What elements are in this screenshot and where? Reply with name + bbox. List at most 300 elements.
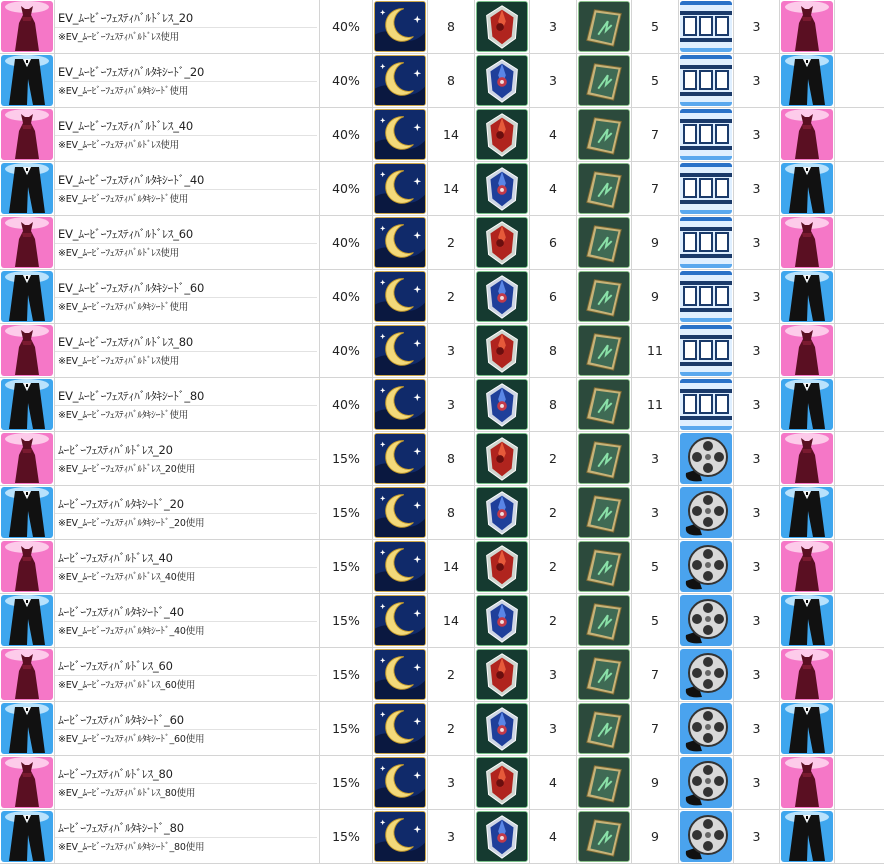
film-reel-icon [680,541,732,592]
moon-cell [373,54,428,107]
blue-crystal-icon [476,271,528,322]
item-note: ※EV_ﾑｰﾋﾞｰﾌｪｽﾃｨﾊﾞﾙﾀｷｼｰﾄﾞ_60使用 [58,734,205,745]
gem-cell [475,324,530,377]
gem-quantity: 2 [549,559,557,574]
gem-cell [475,648,530,701]
book-quantity: 3 [651,505,659,520]
extra-cell [835,594,884,647]
dress-icon [781,649,833,700]
film-cell [679,54,734,107]
success-rate: 40% [332,73,360,88]
moon-qty-cell [428,270,475,323]
crescent-moon-icon [374,217,426,268]
result-cell [780,432,835,485]
table-row [0,270,884,324]
book-quantity: 5 [651,19,659,34]
film-strip-icon [680,379,732,430]
blue-crystal-icon [476,811,528,862]
table-row [0,108,884,162]
success-rate: 15% [332,505,360,520]
moon-cell [373,540,428,593]
gem-quantity: 4 [549,127,557,142]
result-cell [780,756,835,809]
item-note: ※EV_ﾑｰﾋﾞｰﾌｪｽﾃｨﾊﾞﾙﾄﾞﾚｽ使用 [58,140,179,151]
tuxedo-icon [1,379,53,430]
gem-qty-cell [530,216,577,269]
gem-quantity: 4 [549,181,557,196]
moon-quantity: 8 [447,451,455,466]
moon-qty-cell [428,594,475,647]
green-tome-icon [578,325,630,376]
crescent-moon-icon [374,325,426,376]
film-qty-cell [734,270,780,323]
outfit-cell [0,486,55,539]
film-reel-icon [680,487,732,538]
crescent-moon-icon [374,109,426,160]
crescent-moon-icon [374,487,426,538]
gem-cell [475,0,530,53]
book-qty-cell [632,54,679,107]
rate-cell [320,0,373,53]
result-cell [780,378,835,431]
item-name: ﾑｰﾋﾞｰﾌｪｽﾃｨﾊﾞﾙﾀｷｼｰﾄﾞ_80 [58,821,184,835]
gem-qty-cell [530,324,577,377]
film-strip-icon [680,109,732,160]
red-crystal-icon [476,325,528,376]
green-tome-icon [578,217,630,268]
gem-cell [475,216,530,269]
film-quantity: 3 [752,289,761,304]
film-qty-cell [734,324,780,377]
film-qty-cell [734,432,780,485]
gem-qty-cell [530,162,577,215]
gem-qty-cell [530,0,577,53]
film-cell [679,324,734,377]
name-cell [55,702,320,755]
moon-quantity: 14 [443,559,459,574]
book-qty-cell [632,162,679,215]
moon-qty-cell [428,324,475,377]
extra-cell [835,108,884,161]
table-row [0,648,884,702]
moon-quantity: 8 [447,19,455,34]
green-tome-icon [578,541,630,592]
film-cell [679,702,734,755]
blue-crystal-icon [476,163,528,214]
film-qty-cell [734,378,780,431]
green-tome-icon [578,703,630,754]
rate-cell [320,378,373,431]
film-quantity: 3 [752,505,761,520]
green-tome-icon [578,649,630,700]
moon-qty-cell [428,216,475,269]
film-cell [679,594,734,647]
book-qty-cell [632,756,679,809]
book-cell [577,108,632,161]
tuxedo-icon [1,811,53,862]
book-quantity: 5 [651,73,659,88]
dress-icon [1,433,53,484]
gem-quantity: 6 [549,235,557,250]
success-rate: 15% [332,829,360,844]
outfit-cell [0,270,55,323]
item-note: ※EV_ﾑｰﾋﾞｰﾌｪｽﾃｨﾊﾞﾙﾀｷｼｰﾄﾞ_80使用 [58,842,205,853]
red-crystal-icon [476,217,528,268]
rate-cell [320,108,373,161]
outfit-cell [0,648,55,701]
result-cell [780,54,835,107]
book-cell [577,162,632,215]
dress-icon [781,541,833,592]
moon-quantity: 14 [443,613,459,628]
rate-cell [320,270,373,323]
film-cell [679,378,734,431]
rate-cell [320,486,373,539]
book-qty-cell [632,702,679,755]
name-cell [55,162,320,215]
moon-qty-cell [428,0,475,53]
moon-qty-cell [428,810,475,863]
gem-quantity: 4 [549,775,557,790]
gem-quantity: 3 [549,721,557,736]
success-rate: 15% [332,559,360,574]
item-name: ﾑｰﾋﾞｰﾌｪｽﾃｨﾊﾞﾙﾄﾞﾚｽ_40 [58,551,173,565]
moon-cell [373,702,428,755]
red-crystal-icon [476,433,528,484]
dress-icon [781,1,833,52]
item-name: EV_ﾑｰﾋﾞｰﾌｪｽﾃｨﾊﾞﾙﾄﾞﾚｽ_20 [58,11,194,25]
film-reel-icon [680,757,732,808]
green-tome-icon [578,1,630,52]
gem-cell [475,108,530,161]
extra-cell [835,702,884,755]
film-strip-icon [680,325,732,376]
dress-icon [781,325,833,376]
extra-cell [835,324,884,377]
tuxedo-icon [1,595,53,646]
table-row [0,324,884,378]
moon-cell [373,216,428,269]
crescent-moon-icon [374,757,426,808]
item-name: EV_ﾑｰﾋﾞｰﾌｪｽﾃｨﾊﾞﾙﾀｷｼｰﾄﾞ_80 [58,389,205,403]
tuxedo-icon [1,271,53,322]
film-quantity: 3 [752,775,761,790]
film-quantity: 3 [752,667,761,682]
extra-cell [835,540,884,593]
item-note: ※EV_ﾑｰﾋﾞｰﾌｪｽﾃｨﾊﾞﾙﾀｷｼｰﾄﾞ_40使用 [58,626,205,637]
gem-qty-cell [530,378,577,431]
rate-cell [320,648,373,701]
item-note: ※EV_ﾑｰﾋﾞｰﾌｪｽﾃｨﾊﾞﾙﾄﾞﾚｽ_60使用 [58,680,196,691]
item-note: ※EV_ﾑｰﾋﾞｰﾌｪｽﾃｨﾊﾞﾙﾀｷｼｰﾄﾞ使用 [58,302,189,313]
moon-cell [373,594,428,647]
table-row [0,702,884,756]
moon-qty-cell [428,756,475,809]
moon-quantity: 14 [443,127,459,142]
film-quantity: 3 [752,559,761,574]
gem-cell [475,594,530,647]
gem-qty-cell [530,54,577,107]
outfit-cell [0,594,55,647]
success-rate: 15% [332,775,360,790]
item-name: EV_ﾑｰﾋﾞｰﾌｪｽﾃｨﾊﾞﾙﾄﾞﾚｽ_40 [58,119,194,133]
book-quantity: 11 [647,343,663,358]
extra-cell [835,432,884,485]
book-quantity: 9 [651,289,659,304]
film-cell [679,756,734,809]
moon-quantity: 2 [447,721,455,736]
name-cell [55,378,320,431]
book-qty-cell [632,0,679,53]
gem-cell [475,540,530,593]
tuxedo-icon [1,487,53,538]
dress-icon [1,217,53,268]
tuxedo-icon [781,595,833,646]
book-cell [577,270,632,323]
book-cell [577,648,632,701]
film-qty-cell [734,486,780,539]
film-quantity: 3 [752,73,761,88]
moon-quantity: 2 [447,235,455,250]
name-cell [55,270,320,323]
book-cell [577,486,632,539]
gem-cell [475,810,530,863]
moon-cell [373,324,428,377]
success-rate: 15% [332,613,360,628]
item-name: ﾑｰﾋﾞｰﾌｪｽﾃｨﾊﾞﾙﾀｷｼｰﾄﾞ_40 [58,605,184,619]
film-quantity: 3 [752,19,761,34]
outfit-cell [0,0,55,53]
outfit-cell [0,378,55,431]
crescent-moon-icon [374,1,426,52]
film-reel-icon [680,595,732,646]
table-row [0,432,884,486]
dress-icon [781,109,833,160]
moon-quantity: 8 [447,505,455,520]
table-row [0,486,884,540]
moon-cell [373,108,428,161]
extra-cell [835,756,884,809]
moon-qty-cell [428,648,475,701]
book-cell [577,432,632,485]
outfit-cell [0,108,55,161]
moon-qty-cell [428,108,475,161]
red-crystal-icon [476,1,528,52]
book-qty-cell [632,108,679,161]
red-crystal-icon [476,757,528,808]
film-cell [679,162,734,215]
moon-quantity: 2 [447,289,455,304]
red-crystal-icon [476,541,528,592]
extra-cell [835,648,884,701]
moon-qty-cell [428,486,475,539]
extra-cell [835,378,884,431]
blue-crystal-icon [476,55,528,106]
film-qty-cell [734,594,780,647]
tuxedo-icon [781,703,833,754]
red-crystal-icon [476,649,528,700]
table-row [0,756,884,810]
outfit-cell [0,54,55,107]
item-note: ※EV_ﾑｰﾋﾞｰﾌｪｽﾃｨﾊﾞﾙﾀｷｼｰﾄﾞ使用 [58,86,189,97]
item-name: ﾑｰﾋﾞｰﾌｪｽﾃｨﾊﾞﾙﾀｷｼｰﾄﾞ_20 [58,497,184,511]
film-qty-cell [734,810,780,863]
blue-crystal-icon [476,379,528,430]
rate-cell [320,756,373,809]
gem-quantity: 4 [549,829,557,844]
film-cell [679,648,734,701]
dress-icon [781,433,833,484]
moon-qty-cell [428,378,475,431]
name-cell [55,108,320,161]
book-cell [577,216,632,269]
item-note: ※EV_ﾑｰﾋﾞｰﾌｪｽﾃｨﾊﾞﾙﾄﾞﾚｽ使用 [58,248,179,259]
dress-icon [1,109,53,160]
rate-cell [320,216,373,269]
book-cell [577,594,632,647]
gem-quantity: 2 [549,451,557,466]
film-reel-icon [680,649,732,700]
gem-quantity: 3 [549,73,557,88]
item-note: ※EV_ﾑｰﾋﾞｰﾌｪｽﾃｨﾊﾞﾙﾀｷｼｰﾄﾞ_20使用 [58,518,205,529]
gem-cell [475,162,530,215]
table-row [0,540,884,594]
gem-qty-cell [530,648,577,701]
dress-icon [781,217,833,268]
film-strip-icon [680,163,732,214]
name-cell [55,216,320,269]
green-tome-icon [578,109,630,160]
name-cell [55,432,320,485]
book-qty-cell [632,486,679,539]
film-qty-cell [734,756,780,809]
crescent-moon-icon [374,379,426,430]
outfit-cell [0,324,55,377]
gem-cell [475,756,530,809]
film-strip-icon [680,55,732,106]
book-quantity: 11 [647,397,663,412]
book-cell [577,378,632,431]
item-name: EV_ﾑｰﾋﾞｰﾌｪｽﾃｨﾊﾞﾙﾄﾞﾚｽ_60 [58,227,194,241]
film-strip-icon [680,1,732,52]
film-reel-icon [680,433,732,484]
gem-quantity: 8 [549,343,557,358]
gem-qty-cell [530,594,577,647]
gem-qty-cell [530,432,577,485]
book-quantity: 7 [651,127,659,142]
item-note: ※EV_ﾑｰﾋﾞｰﾌｪｽﾃｨﾊﾞﾙﾀｷｼｰﾄﾞ使用 [58,194,189,205]
outfit-cell [0,756,55,809]
table-row [0,54,884,108]
moon-quantity: 14 [443,181,459,196]
outfit-cell [0,810,55,863]
result-cell [780,324,835,377]
rate-cell [320,324,373,377]
rate-cell [320,810,373,863]
moon-cell [373,648,428,701]
film-qty-cell [734,54,780,107]
table-row [0,216,884,270]
crescent-moon-icon [374,595,426,646]
film-quantity: 3 [752,235,761,250]
film-quantity: 3 [752,127,761,142]
table-row [0,594,884,648]
green-tome-icon [578,271,630,322]
outfit-cell [0,162,55,215]
item-name: EV_ﾑｰﾋﾞｰﾌｪｽﾃｨﾊﾞﾙﾀｷｼｰﾄﾞ_40 [58,173,205,187]
gem-cell [475,486,530,539]
result-cell [780,216,835,269]
gem-quantity: 2 [549,613,557,628]
book-cell [577,324,632,377]
success-rate: 40% [332,235,360,250]
item-name: EV_ﾑｰﾋﾞｰﾌｪｽﾃｨﾊﾞﾙﾀｷｼｰﾄﾞ_20 [58,65,205,79]
outfit-cell [0,432,55,485]
film-reel-icon [680,811,732,862]
gem-qty-cell [530,810,577,863]
book-quantity: 9 [651,775,659,790]
name-cell [55,0,320,53]
green-tome-icon [578,379,630,430]
gem-cell [475,54,530,107]
extra-cell [835,216,884,269]
gem-cell [475,432,530,485]
film-qty-cell [734,216,780,269]
dress-icon [1,757,53,808]
item-note: ※EV_ﾑｰﾋﾞｰﾌｪｽﾃｨﾊﾞﾙﾄﾞﾚｽ_80使用 [58,788,196,799]
tuxedo-icon [1,163,53,214]
book-qty-cell [632,540,679,593]
item-name: ﾑｰﾋﾞｰﾌｪｽﾃｨﾊﾞﾙﾄﾞﾚｽ_60 [58,659,173,673]
film-cell [679,432,734,485]
book-qty-cell [632,594,679,647]
film-qty-cell [734,0,780,53]
outfit-cell [0,702,55,755]
moon-cell [373,756,428,809]
moon-quantity: 2 [447,667,455,682]
success-rate: 15% [332,667,360,682]
name-cell [55,810,320,863]
book-quantity: 3 [651,451,659,466]
tuxedo-icon [781,55,833,106]
moon-qty-cell [428,432,475,485]
name-cell [55,756,320,809]
gem-quantity: 2 [549,505,557,520]
moon-cell [373,378,428,431]
moon-qty-cell [428,162,475,215]
success-rate: 15% [332,721,360,736]
result-cell [780,486,835,539]
moon-quantity: 3 [447,397,455,412]
gem-qty-cell [530,486,577,539]
book-cell [577,810,632,863]
green-tome-icon [578,811,630,862]
moon-qty-cell [428,54,475,107]
item-name: EV_ﾑｰﾋﾞｰﾌｪｽﾃｨﾊﾞﾙﾄﾞﾚｽ_80 [58,335,194,349]
gem-cell [475,378,530,431]
gem-quantity: 3 [549,667,557,682]
result-cell [780,108,835,161]
film-quantity: 3 [752,343,761,358]
green-tome-icon [578,163,630,214]
book-quantity: 9 [651,829,659,844]
result-cell [780,702,835,755]
film-cell [679,108,734,161]
film-cell [679,270,734,323]
film-quantity: 3 [752,397,761,412]
film-strip-icon [680,271,732,322]
result-cell [780,594,835,647]
